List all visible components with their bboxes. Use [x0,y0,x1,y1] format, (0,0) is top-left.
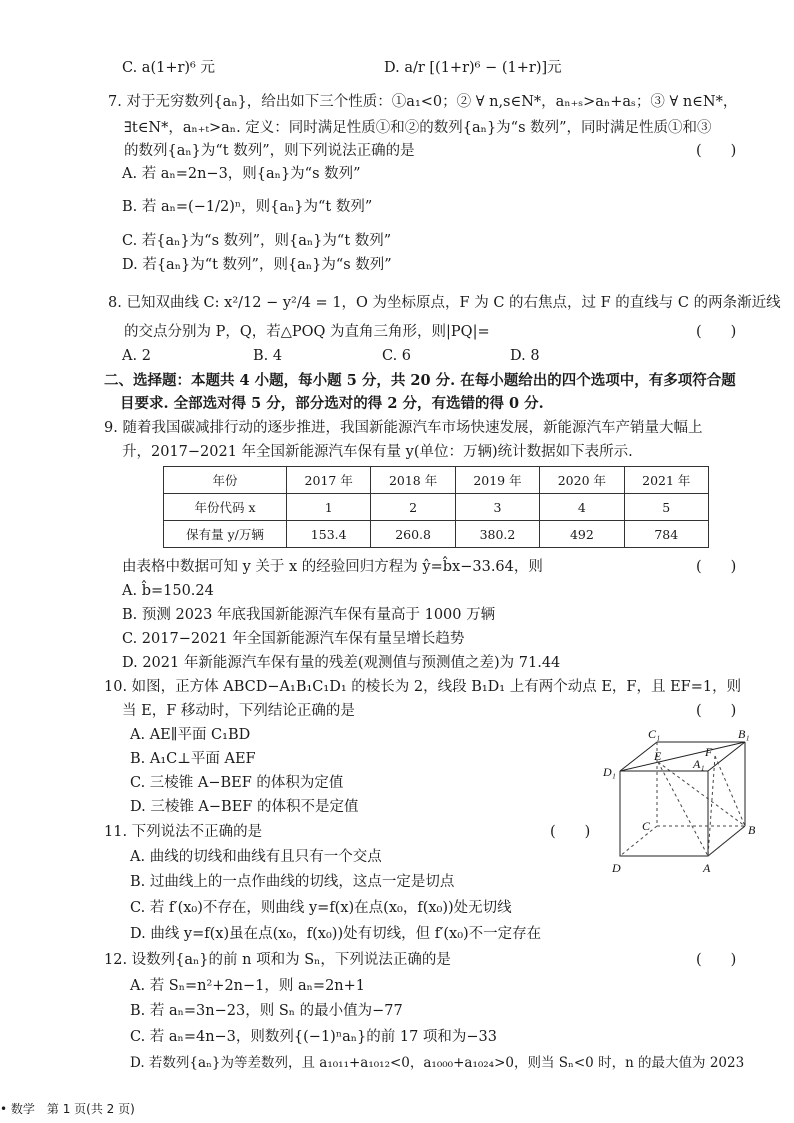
table-cell: 153.4 [287,521,371,548]
q8-answer-bracket: ( ) [696,324,737,340]
q6-option-c: C. a(1+r)⁶ 元 [122,60,215,76]
q7-answer-bracket: ( ) [696,143,737,159]
table-cell: 年份代码 x [164,494,287,521]
table-cell: 年份 [164,467,287,494]
q7-option-d: D. 若{aₙ}为“t 数列”，则{aₙ}为“s 数列” [122,257,392,273]
table-cell: 3 [455,494,539,521]
q9-answer-bracket: ( ) [696,559,737,575]
q11-option-b: B. 过曲线上的一点作曲线的切线，这点一定是切点 [130,874,455,890]
cube-figure [600,726,770,881]
q8-stem-line1: 8. 已知双曲线 C: x²/12 − y²/4 = 1，O 为坐标原点，F 为 C 的右焦点，过 F 的直线与 C 的两条渐近线 [108,295,781,311]
q6-option-d: D. a/r [(1+r)⁶ − (1+r)]元 [384,60,562,76]
q10-option-a: A. AE∥平面 C₁BD [130,727,251,743]
q11-stem: 11. 下列说法不正确的是 [104,824,263,840]
q9-option-b: B. 预测 2023 年底我国新能源汽车保有量高于 1000 万辆 [122,607,496,623]
cube-front-face [620,771,708,856]
q12-option-b: B. 若 aₙ=3n−23，则 Sₙ 的最小值为−77 [130,1003,403,1019]
label-d: D [612,861,621,875]
table-cell: 4 [540,494,624,521]
table-cell: 2021 年 [624,467,708,494]
q9-stem-line2: 升，2017−2021 年全国新能源汽车保有量 y(单位：万辆)统计数据如下表所示. [122,444,633,460]
label-a: A [703,861,711,875]
table-row [164,494,709,521]
label-a1: A₁ [693,757,705,771]
table-cell: 260.8 [371,521,455,548]
q12-stem: 12. 设数列{aₙ}的前 n 项和为 Sₙ，下列说法正确的是 [104,952,451,968]
q10-stem-line1: 10. 如图，正方体 ABCD−A₁B₁C₁D₁ 的棱长为 2，线段 B₁D₁ 上有两个动点 E，F，且 EF=1，则 [104,679,742,695]
table-cell: 5 [624,494,708,521]
q10-option-d: D. 三棱锥 A−BEF 的体积不是定值 [130,799,359,815]
table-cell: 2017 年 [287,467,371,494]
q12-option-c: C. 若 aₙ=4n−3，则数列{(−1)ⁿaₙ}的前 17 项和为−33 [130,1029,498,1045]
table-cell: 2019 年 [455,467,539,494]
q7-option-b: B. 若 aₙ=(−1/2)ⁿ，则{aₙ}为“t 数列” [122,199,373,215]
label-d1: D₁ [603,765,616,779]
label-b1: B₁ [738,727,750,741]
q10-option-b: B. A₁C⊥平面 AEF [130,751,256,767]
q8-option-c: C. 6 [382,348,412,364]
q9-stem-line1: 9. 随着我国碳减排行动的逐步推进，我国新能源汽车市场快速发展，新能源汽车产销量大幅上 [104,420,703,436]
segment-bf [715,756,745,826]
q7-stem-line1: 7. 对于无穷数列{aₙ}，给出如下三个性质：①a₁<0；② ∀ n,s∈N*，aₙ₊ₛ>aₙ+aₛ；③ ∀ n∈N*， [108,94,738,110]
segment-be [658,762,745,826]
segment-af [708,756,715,856]
q11-option-c: C. 若 f′(x₀)不存在，则曲线 y=f(x)在点(x₀，f(x₀))处无切线 [130,900,512,916]
q10-stem-line2: 当 E，F 移动时，下列结论正确的是 [122,703,355,719]
q12-answer-bracket: ( ) [696,952,737,968]
q7-option-c: C. 若{aₙ}为“s 数列”，则{aₙ}为“t 数列” [122,233,392,249]
q10-answer-bracket: ( ) [696,703,737,719]
table-row [164,521,709,548]
q9-regression-statement: 由表格中数据可知 y 关于 x 的经验回归方程为 ŷ=b̂x−33.64，则 [122,559,543,575]
q7-option-a: A. 若 aₙ=2n−3，则{aₙ}为“s 数列” [122,166,361,182]
q8-option-b: B. 4 [253,348,283,364]
vehicle-data-table [163,466,709,548]
label-f: F [705,745,713,759]
q9-option-d: D. 2021 年新能源汽车保有量的残差(观测值与预测值之差)为 71.44 [122,655,561,671]
section-2-heading-line2: 目要求. 全部选对得 5 分，部分选对的得 2 分，有选错的得 0 分. [120,395,544,412]
q9-option-c: C. 2017−2021 年全国新能源汽车保有量呈增长趋势 [122,631,465,647]
label-c1: C₁ [648,727,661,741]
q7-stem-line3: 的数列{aₙ}为“t 数列”，则下列说法正确的是 [124,143,415,159]
q9-option-a: A. b̂=150.24 [122,583,214,599]
q11-option-d: D. 曲线 y=f(x)虽在点(x₀，f(x₀))处有切线，但 f′(x₀)不一定存在 [130,926,542,942]
label-c: C [642,819,651,833]
label-b: B [748,823,756,837]
q8-stem-line2: 的交点分别为 P，Q，若△POQ 为直角三角形，则|PQ|= [124,324,490,340]
q12-option-d: D. 若数列{aₙ}为等差数列，且 a₁₀₁₁+a₁₀₁₂<0，a₁₀₀₀+a₁₀₂₄>0，则当 Sₙ<0 时，n 的最大值为 2023 [130,1055,745,1071]
q10-option-c: C. 三棱锥 A−BEF 的体积为定值 [130,775,344,791]
table-cell: 2018 年 [371,467,455,494]
q8-option-a: A. 2 [122,348,151,364]
segment-ae [658,762,708,856]
q11-answer-bracket: ( ) [550,824,591,840]
table-cell: 1 [287,494,371,521]
q7-stem-line2: ∃t∈N*，aₙ₊ₜ>aₙ. 定义：同时满足性质①和②的数列{aₙ}为“s 数列”，同时满足性质①和③ [124,120,712,136]
table-cell: 380.2 [455,521,539,548]
table-row [164,467,709,494]
page-footer: • 数学 第 1 页(共 2 页) [0,1102,135,1116]
table-cell: 保有量 y/万辆 [164,521,287,548]
q8-option-d: D. 8 [510,348,540,364]
table-cell: 2020 年 [540,467,624,494]
table-cell: 2 [371,494,455,521]
section-2-heading-line1: 二、选择题：本题共 4 小题，每小题 5 分，共 20 分. 在每小题给出的四个选项中，有多项符合题 [104,372,736,389]
q12-option-a: A. 若 Sₙ=n²+2n−1，则 aₙ=2n+1 [130,978,366,994]
hidden-edge [620,826,657,856]
q11-option-a: A. 曲线的切线和曲线有且只有一个交点 [130,849,382,865]
label-e: E [654,749,662,763]
table-cell: 784 [624,521,708,548]
table-cell: 492 [540,521,624,548]
